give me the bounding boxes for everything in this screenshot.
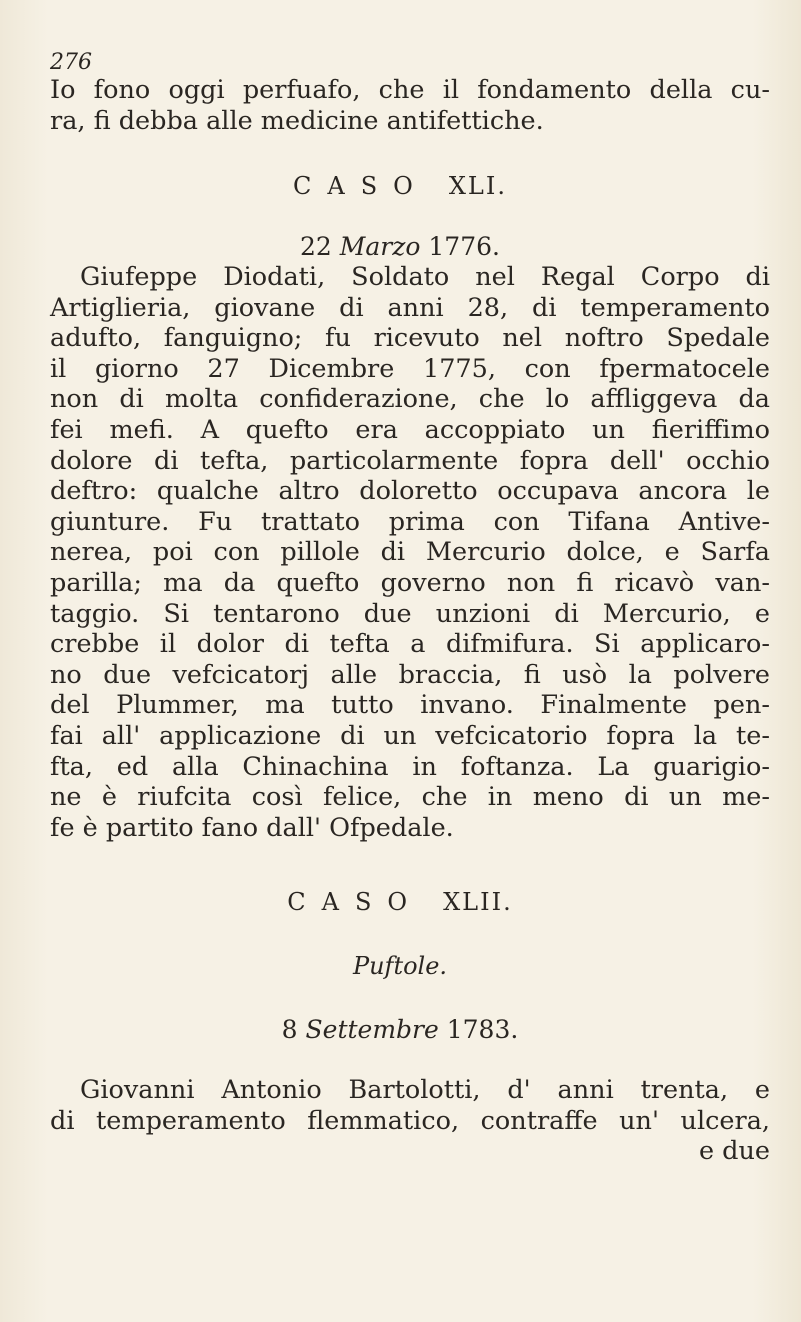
text-line: fai all' applicazione di un vefcicatorio fopra la te- — [50, 720, 770, 751]
text-line: fei mefi. A quefto era accoppiato un fieriffimo — [50, 414, 770, 445]
case-42-body — [50, 1075, 770, 1167]
case-42-heading — [50, 888, 750, 916]
text-line: no due vefcicatorj alle braccia, fi usò la polvere — [50, 659, 770, 690]
case-42-date-month: Settembre — [305, 1015, 439, 1044]
case-42-date-day: 8 — [281, 1015, 298, 1044]
case-41-heading-word: CASO — [293, 172, 429, 200]
text-line: di temperamento flemmatico, contraffe un' ulcera, — [50, 1105, 770, 1136]
case-41-date — [50, 232, 750, 261]
case-41-date-month: Marzo — [339, 232, 421, 261]
intro-paragraph — [50, 75, 770, 136]
text-line: Io fono oggi perfuafo, che il fondamento della cu- — [50, 75, 770, 105]
case-41-date-day: 22 — [300, 232, 332, 261]
text-line: taggio. Si tentarono due unzioni di Mercurio, e — [50, 598, 770, 629]
case-41-heading — [50, 172, 750, 200]
text-line: Artiglieria, giovane di anni 28, di temperamento — [50, 292, 770, 323]
text-line: Giufeppe Diodati, Soldato nel Regal Corpo di — [80, 262, 770, 292]
text-line: dolore di tefta, particolarmente fopra dell' occhio — [50, 445, 770, 476]
text-line: parilla; ma da quefto governo non fi ricavò van- — [50, 567, 770, 598]
text-line: ra, fi debba alle medicine antifettiche. — [50, 105, 544, 136]
case-42-heading-number: XLII. — [443, 888, 513, 916]
case-42-subtitle: Puftole. — [352, 952, 448, 980]
text-line: Giovanni Antonio Bartolotti, d' anni trenta, e — [80, 1075, 770, 1105]
text-line: crebbe il dolor di tefta a difmifura. Si applicaro- — [50, 629, 770, 660]
page-number: 276 — [50, 50, 92, 75]
case-41-date-year: 1776. — [428, 232, 500, 261]
text-line: nerea, poi con pillole di Mercurio dolce, e Sarfa — [50, 537, 770, 568]
case-42-heading-word: CASO — [287, 888, 424, 916]
case-42-date — [50, 1015, 750, 1044]
case-41-body — [50, 262, 770, 843]
case-42-date-year: 1783. — [446, 1015, 519, 1044]
text-line: il giorno 27 Dicembre 1775, con fpermatocele — [50, 353, 770, 384]
catchword: e due — [698, 1136, 770, 1167]
text-line: giunture. Fu trattato prima con Tifana Antive- — [50, 506, 770, 537]
text-line: non di molta confiderazione, che lo affliggeva da — [50, 384, 770, 415]
text-line: fe è partito fano dall' Ofpedale. — [50, 812, 454, 843]
text-line: fta, ed alla Chinachina in foftanza. La guarigio- — [50, 751, 770, 782]
text-line: adufto, fanguigno; fu ricevuto nel noftro Spedale — [50, 323, 770, 354]
case-41-heading-number: XLI. — [448, 172, 507, 200]
text-line: deftro: qualche altro doloretto occupava ancora le — [50, 476, 770, 507]
text-line: ne è riufcita così felice, che in meno di un me- — [50, 782, 770, 813]
text-line: del Plummer, ma tutto invano. Finalmente pen- — [50, 690, 770, 721]
